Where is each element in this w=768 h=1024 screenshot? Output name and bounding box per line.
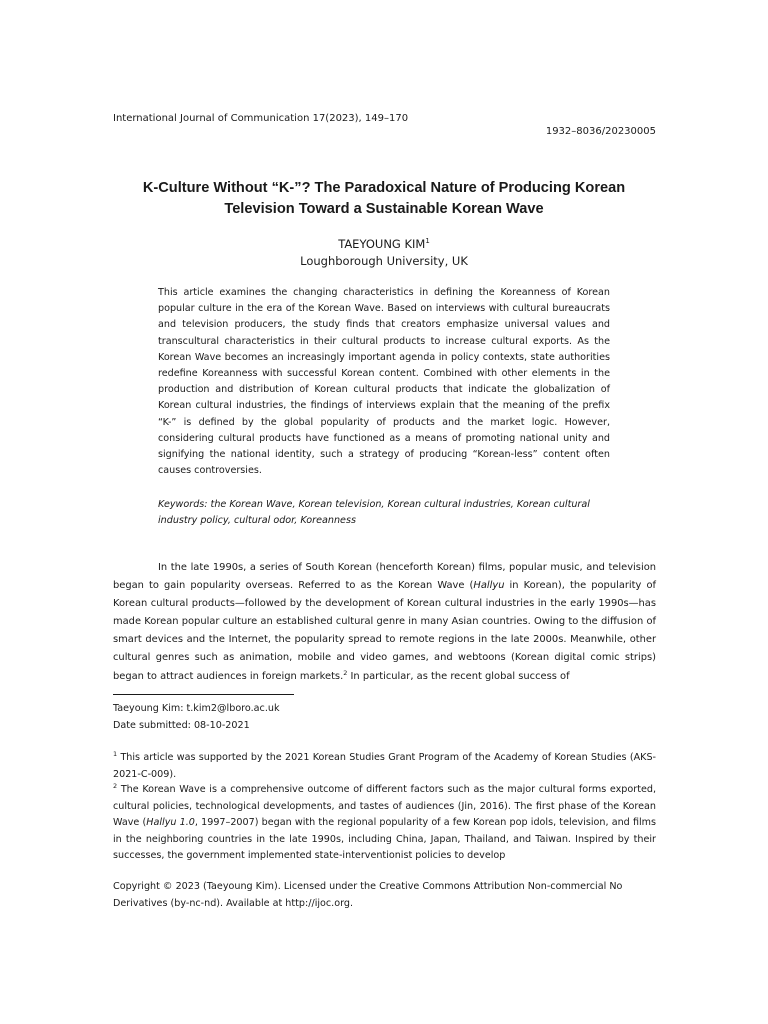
title-line-2: Television Toward a Sustainable Korean Wave	[224, 201, 544, 217]
copyright-notice: Copyright © 2023 (Taeyoung Kim). Licensed under the Creative Commons Attribution Non-commercial No Derivatives (by-nc-nd). Available at http://ijoc.org.	[113, 881, 623, 909]
body-text	[113, 559, 656, 686]
body-text-segment: In the late 1990s, a series of South Korean (henceforth Korean) films, popular music, and television began to gain popularity overseas. Referred to as the Korean Wave (	[113, 562, 656, 592]
footnote-1-text: This article was supported by the 2021 Korean Studies Grant Program of the Academy of Korean Studies (AKS-2021-C-009).	[113, 752, 656, 780]
author-contact	[113, 701, 280, 734]
footnote-1	[113, 750, 656, 783]
footnote-2-mark: 2	[113, 782, 118, 790]
article-title	[113, 178, 655, 220]
author-name	[113, 236, 655, 252]
journal-citation: International Journal of Communication 17(2023), 149–170	[113, 113, 409, 124]
footnote-divider	[113, 694, 294, 695]
footnote-2-text: , 1997–2007) began with the regional popularity of a few Korean pop idols, television, and films in the neighboring countries in the late 1990s, including China, Japan, Thailand, and Taiwan. Inspired by their successes, the government implemented state-interventionist policies to develop	[113, 817, 657, 861]
footnote-ref-2[interactable]: 2	[343, 668, 348, 677]
issn-line: 1932–8036/20230005	[545, 126, 656, 137]
footnote-2	[113, 782, 656, 865]
author-email: Taeyoung Kim: t.kim2@lboro.ac.uk	[113, 703, 280, 714]
footnote-2-text: The Korean Wave is a comprehensive outcome of different factors such as the major cultural forms exported, cultural policies, technological developments, and tastes of audiences (Jin, 2016). The first phase of the Korean Wave (	[113, 784, 656, 828]
date-submitted: Date submitted: 08-10-2021	[113, 719, 250, 731]
author-footnote-mark: 1	[425, 237, 430, 245]
title-line-1: K-Culture Without “K-”? The Paradoxical Nature of Producing Korean	[142, 180, 626, 196]
body-text-segment: in Korean), the popularity of Korean cultural products—followed by the development of Korean cultural industries in the early 1990s—has made Korean popular culture an established cultural genre in many Asian countries. Owing to the diffusion of smart devices and the Internet, the popularity spread to remote regions in the late 2000s. Meanwhile, other cultural genres such as animation, mobile and video games, and webtoons (Korean digital comic strips) began to attract audiences in foreign markets.	[113, 580, 656, 682]
footnote-1-mark: 1	[113, 750, 118, 758]
author-affiliation: Loughborough University, UK	[300, 254, 468, 268]
body-paragraph	[113, 559, 656, 686]
keywords: Keywords: the Korean Wave, Korean television, Korean cultural industries, Korean cultural industry policy, cultural odor, Koreanness	[158, 499, 590, 527]
author-name-text: TAEYOUNG KIM	[338, 237, 426, 251]
footnote-2-italic-term: Hallyu 1.0	[146, 817, 195, 828]
abstract: This article examines the changing characteristics in defining the Koreanness of Korean popular culture in the era of the Korean Wave. Based on interviews with cultural bureaucrats and television producers, the study finds that creators emphasize universal values and transcultural characteristics in their cultural products to increase cultural exports. As the Korean Wave becomes an increasingly important agenda in policy contexts, state authorities redefine Koreanness with successful Korean content. Combined with other elements in the production and distribution of Korean cultural products that indicate the globalization of Korean cultural industries, the findings of interviews explain that the meaning of the prefix “K-” is defined by the global popularity of products and the market logic. However, considering cultural products have functioned as a means of promoting national unity and signifying the national identity, such a strategy of producing “Korean-less” content often causes controversies.	[158, 287, 610, 477]
body-text-segment: In particular, as the recent global success of	[347, 670, 570, 682]
body-italic-term: Hallyu	[473, 580, 505, 592]
